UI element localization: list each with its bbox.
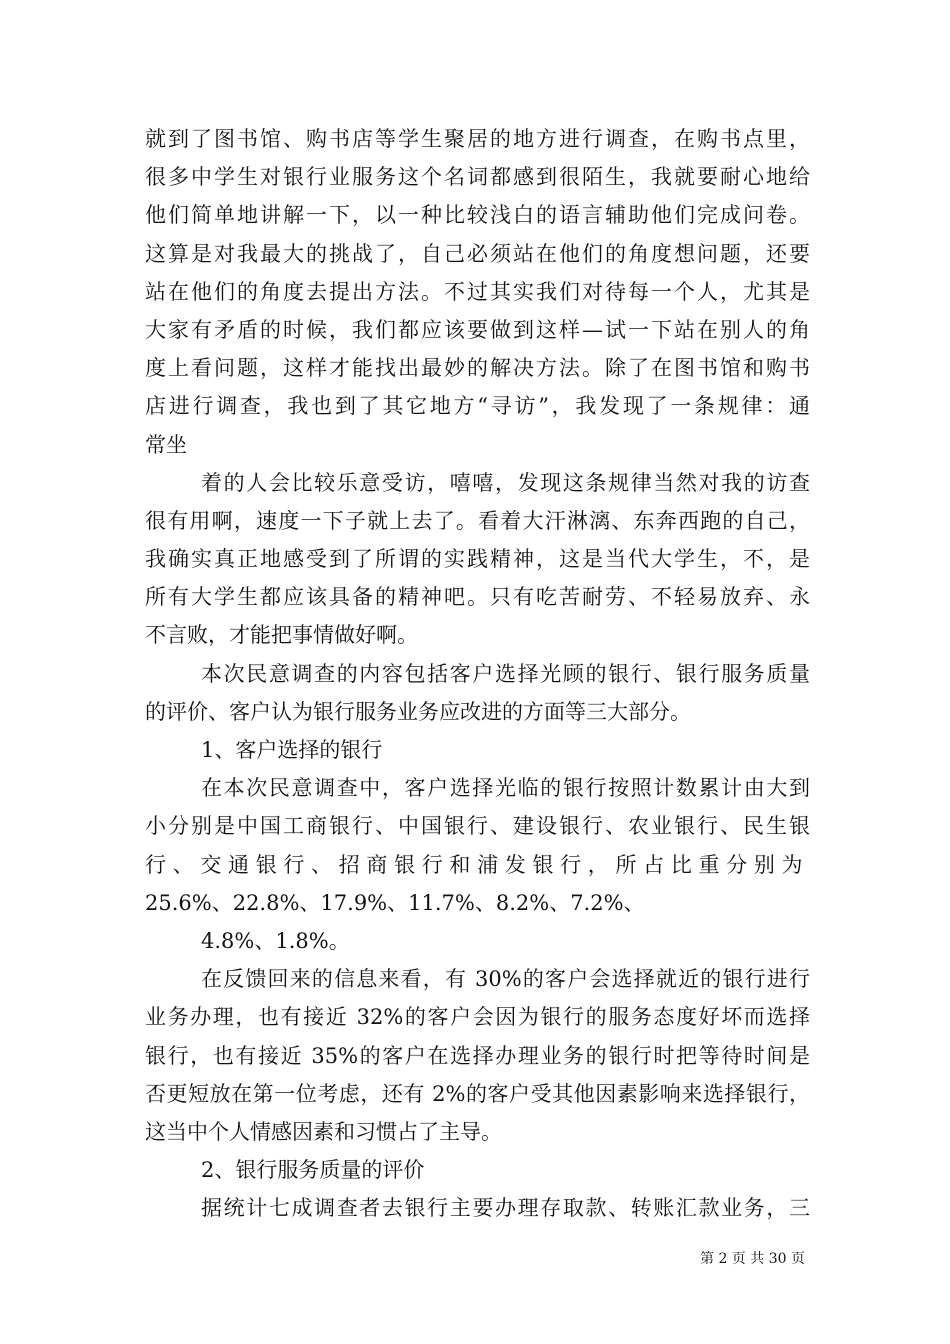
text-line: 行 、 交 通 银 行 、 招 商 银 行 和 浦 发 银 行 ， 所 占 比 重 分 别 为 [145, 852, 803, 877]
text-line: 25.6%、22.8%、17.9%、11.7%、8.2%、7.2%、 [145, 890, 645, 915]
text-line: 小分别是中国工商银行、中国银行、建设银行、农业银行、民生银 [145, 814, 810, 839]
text-line: 在反馈回来的信息来看，有 30%的客户会选择就近的银行进行 [201, 967, 810, 992]
text-line: 就到了图书馆、购书店等学生聚居的地方进行调查，在购书点里， [145, 127, 810, 151]
body-text [145, 120, 810, 1227]
text-line: 本次民意调查的内容包括客户选择光顾的银行、银行服务质量 [201, 661, 810, 686]
text-line: 所有大学生都应该具备的精神吧。只有吃苦耐劳、不轻易放弃、永 [145, 585, 810, 610]
text-line: 否更短放在第一位考虑，还有 2%的客户受其他因素影响来选择银行， [145, 1081, 810, 1106]
page-number: 第 2 页 共 30 页 [700, 1251, 805, 1267]
text-line: 这当中个人情感因素和习惯占了主导。 [145, 1119, 502, 1144]
text-line: 银行，也有接近 35%的客户在选择办理业务的银行时把等待时间是 [145, 1043, 810, 1068]
text-line: 很有用啊，速度一下子就上去了。看着大汗淋漓、东奔西跑的自己， [145, 508, 810, 533]
text-line: 我确实真正地感受到了所谓的实践精神，这是当代大学生，不，是 [145, 547, 810, 572]
text-line: 在本次民意调查中，客户选择光临的银行按照计数累计由大到 [201, 776, 810, 801]
text-line: 业务办理，也有接近 32%的客户会因为银行的服务态度好坏而选择 [145, 1005, 810, 1030]
text-line: 很多中学生对银行业服务这个名词都感到很陌生，我就要耐心地给 [145, 165, 810, 190]
text-line: 不言败，才能把事情做好啊。 [145, 623, 418, 648]
text-line: 大家有矛盾的时候，我们都应该要做到这样—试一下站在别人的角 [145, 317, 810, 342]
text-line: 他们简单地讲解一下，以一种比较浅白的语言辅助他们完成问卷。 [145, 203, 810, 228]
text-line: 站在他们的角度去提出方法。不过其实我们对待每一个人，尤其是 [145, 279, 810, 304]
text-line: 度上看问题，这样才能找出最妙的解决方法。除了在图书馆和购书 [145, 356, 810, 381]
text-line: 4.8%、1.8%。 [201, 928, 350, 953]
section-heading: 1、客户选择的银行 [201, 738, 383, 762]
text-line: 店进行调查，我也到了其它地方“寻访”，我发现了一条规律：通 [145, 394, 810, 419]
text-line: 的评价、客户认为银行服务业务应改进的方面等三大部分。 [145, 699, 691, 724]
section-heading: 2、银行服务质量的评价 [201, 1158, 425, 1183]
text-line: 着的人会比较乐意受访，嘻嘻，发现这条规律当然对我的访查 [201, 470, 810, 495]
text-line: 据统计七成调查者去银行主要办理存取款、转账汇款业务，三 [201, 1196, 810, 1221]
text-line: 常坐 [145, 432, 187, 457]
text-line: 这算是对我最大的挑战了，自己必须站在他们的角度想问题，还要 [145, 241, 810, 266]
